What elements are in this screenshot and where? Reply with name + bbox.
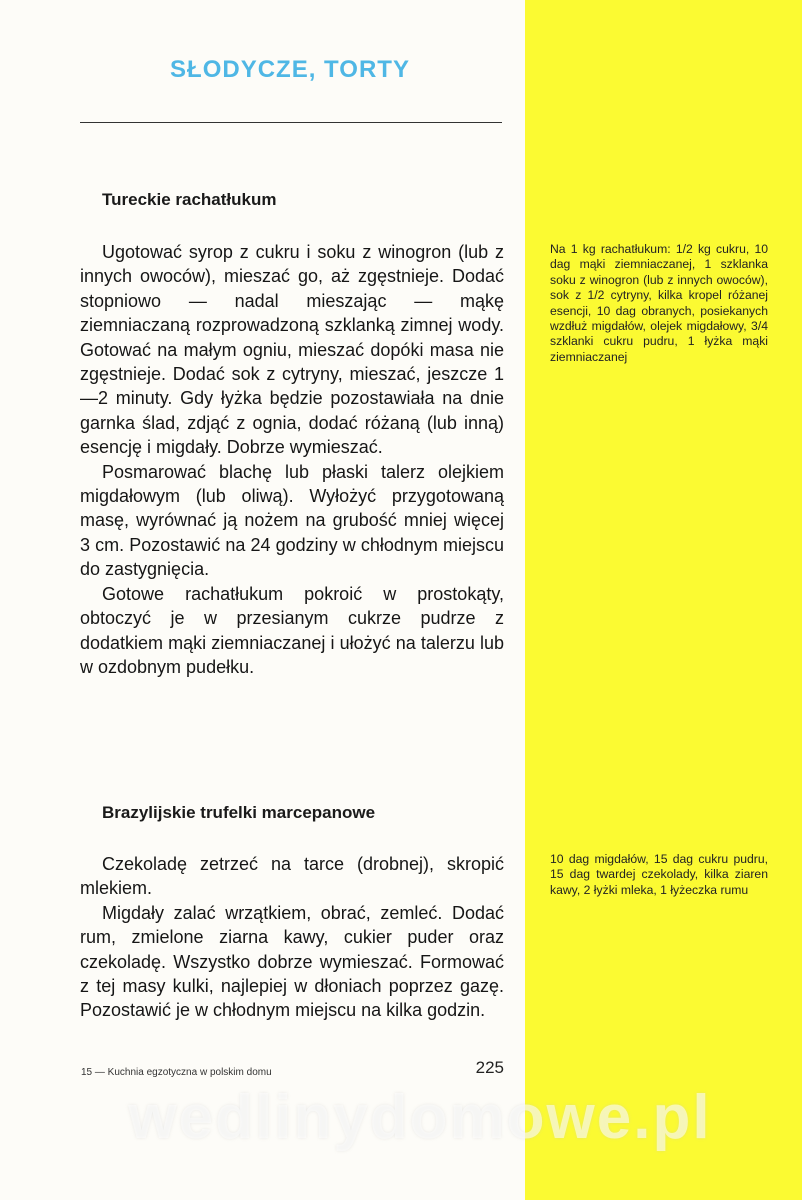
watermark: wedlinydomowe.pl: [128, 1083, 712, 1152]
recipe-paragraph: Posmarować blachę lub płaski talerz olejkiem migdałowym (lub oliwą). Wyłożyć przygotowaną masę, wyrównać ją nożem na grubość mniej więcej 3 cm. Pozostawić na 24 godziny w chłodnym miejscu do zastygnięcia.: [80, 461, 504, 580]
page-number: 225: [475, 1058, 504, 1077]
header-divider: [80, 122, 502, 123]
recipe-title-trufelki: Brazylijskie trufelki marcepanowe: [102, 803, 376, 822]
ingredients-note-trufelki: 10 dag migdałów, 15 dag cukru pudru, 15 dag twardej czekolady, kilka ziaren kawy, 2 łyżki mleka, 1 łyżeczka rumu: [550, 852, 768, 897]
recipe-body-rachatlukum: [80, 240, 504, 679]
recipe-title-rachatlukum: Tureckie rachatłukum: [102, 190, 277, 209]
section-title: SŁODYCZE, TORTY: [170, 56, 410, 83]
ingredients-sidebar: [525, 0, 802, 1200]
recipe-paragraph: Migdały zalać wrzątkiem, obrać, zemleć. Dodać rum, zmielone ziarna kawy, cukier puder oraz czekoladę. Wszystko dobrze wymieszać. Formować z tej masy kulki, najlepiej w dłoniach poprzez gazę. Pozostawić je w chłodnym miejscu na kilka godzin.: [80, 902, 504, 1021]
recipe-paragraph: Czekoladę zetrzeć na tarce (drobnej), skropić mlekiem.: [80, 854, 504, 899]
ingredients-note-rachatlukum: Na 1 kg rachatłukum: 1/2 kg cukru, 10 dag mąki ziemniaczanej, 1 szklanka soku z winogron (lub z innych owoców), sok z 1/2 cytryny, kilka kropel różanej esencji, 10 dag obranych, posiekanych wzdłuż migdałów, olejek migdałowy, 3/4 szklanki cukru pudru, 1 łyżka mąki ziemniaczanej: [550, 242, 768, 364]
recipe-paragraph: Gotowe rachatłukum pokroić w prostokąty, obtoczyć je w przesianym cukrze pudrze z dodatkiem mąki ziemniaczanej i ułożyć na talerzu lub w ozdobnym pudełku.: [80, 583, 504, 677]
recipe-paragraph: Ugotować syrop z cukru i soku z winogron (lub z innych owoców), mieszać go, aż zgęstnieje. Dodać stopniowo — nadal mieszając — mąkę ziemniaczaną rozprowadzoną szklanką zimnej wody. Gotować na małym ogniu, mieszać dopóki masa nie zgęstnieje. Dodać sok z cytryny, mieszać, jeszcze 1—2 minuty. Gdy łyżka będzie pozostawiała na dnie garnka ślad, zdjąć z ognia, dodać różaną (lub inną) esencję i migdały. Dobrze wymieszać.: [80, 242, 504, 458]
recipe-body-trufelki: [80, 852, 504, 1023]
footer-note: 15 — Kuchnia egzotyczna w polskim domu: [81, 1067, 272, 1078]
